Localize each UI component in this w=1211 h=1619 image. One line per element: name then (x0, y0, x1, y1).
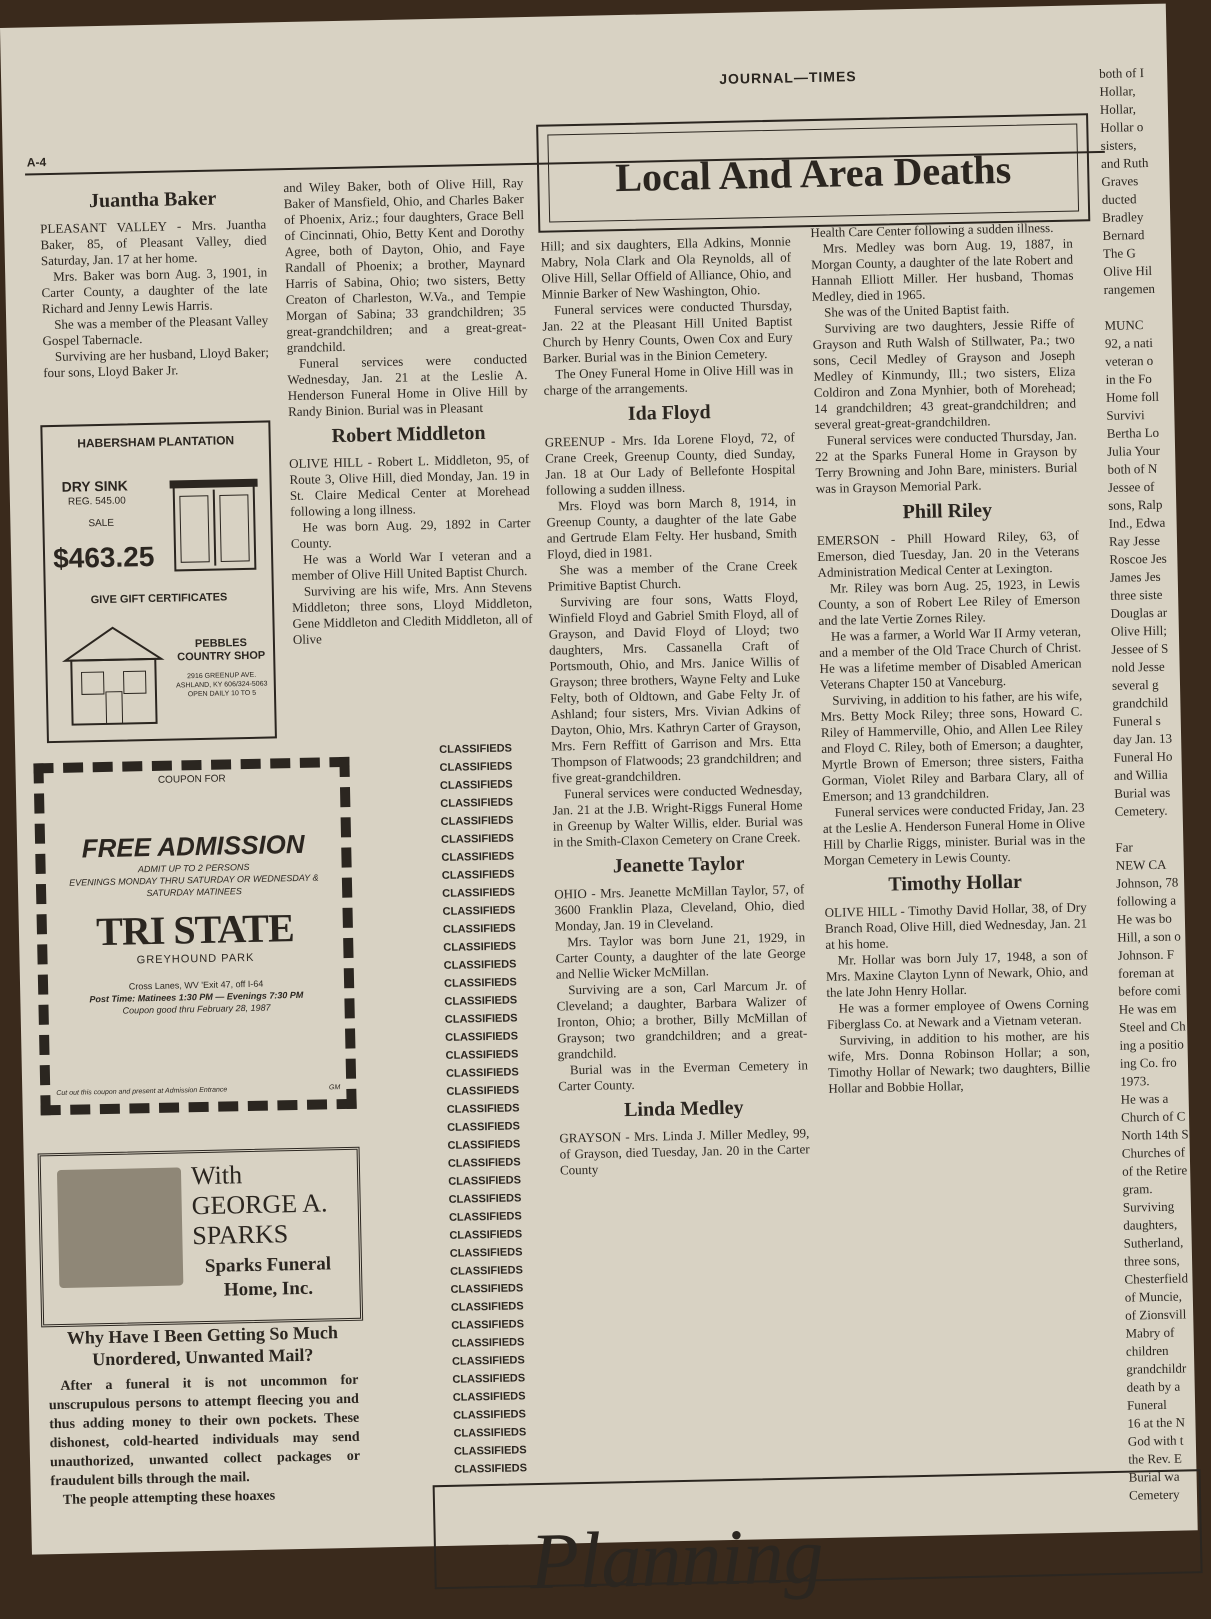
classifieds-label: CLASSIFIEDS (440, 814, 514, 828)
obituary-paragraph: She was a member of the Pleasant Valley Gospel Tabernacle. (42, 312, 269, 349)
cutoff-line: Steel and Ch (1119, 1018, 1186, 1035)
cutoff-line: foreman at (1117, 964, 1175, 981)
obituary-paragraph: Surviving are her husband, Lloyd Baker; four sons, Lloyd Baker Jr. (43, 344, 270, 381)
ad-title: HABERSHAM PLANTATION (77, 433, 235, 451)
planning-ad (433, 1469, 1203, 1607)
classifieds-label: CLASSIFIEDS (447, 1156, 521, 1170)
coupon-mark: GM (328, 1084, 341, 1092)
classifieds-label: CLASSIFIEDS (450, 1282, 524, 1296)
ad-item: DRY SINK (61, 477, 128, 495)
ad-regular-price: REG. 545.00 (67, 495, 126, 508)
ad-sale-price: $463.25 (52, 540, 155, 575)
obituary-paragraph: Surviving are four sons, Watts Floyd, Winfield Floyd and Gabriel Smith Floyd, all of Grayson, and David Floyd of Lloyd; two daughters, Mrs. Cassanella Craft of Portsmouth, Ohio, and Mrs. Janice Willis of Grayson; three brothers, Wayne Felty and Luke Felty, both of Oldtown, and Gabe Felty Jr. of Ashland; four sisters, Mrs. Vivian Adkins of Dayton, Ohio, Mrs. Kathryn Carter of Grayson, Mrs. Fern Reffitt of Garrison and Mrs. Etta Thompson of Flatwoods; 23 grandchildren; and five great-grandchildren. (548, 589, 802, 786)
obituary-column-4 (810, 220, 1090, 1097)
ad-sale-label: SALE (88, 517, 115, 530)
cutoff-line: Julia Your (1106, 442, 1161, 459)
cutoff-line: before comi (1118, 982, 1182, 999)
obituary-paragraph: Mr. Hollar was born July 17, 1948, a son of Mrs. Maxine Clayton Lynn of Newark, Ohio, and the late John Henry Hollar. (825, 947, 1089, 1000)
obituary-paragraph: OLIVE HILL - Timothy David Hollar, 38, of Dry Branch Road, Olive Hill, died Wednesday, Jan. 21 at his home. (824, 899, 1088, 952)
cutoff-line: Funeral s (1112, 712, 1161, 729)
coupon-brand: TRI STATE (95, 905, 295, 955)
classifieds-label: CLASSIFIEDS (453, 1408, 527, 1422)
obituary-column-3 (541, 233, 811, 1178)
obituary-paragraph: He was a farmer, a World War II Army veteran, and a member of the Old Trace Church of Christ. He was a lifetime member of Disabled American Veterans Chapter 150 at Vanceburg. (819, 623, 1082, 692)
obituary-paragraph: GREENUP - Mrs. Ida Lorene Floyd, 72, of Crane Creek, Greenup County, died Sunday, Jan. 18 at Our Lady of Bellefonte Hospital following a sudden illness. (544, 429, 796, 498)
cutoff-line: Ray Jesse (1108, 532, 1161, 549)
cutoff-line: Sutherland, (1123, 1234, 1184, 1251)
masthead: JOURNAL—TIMES (719, 68, 857, 87)
cutoff-line: Hill, a son o (1117, 928, 1181, 945)
cutoff-line: Bradley (1102, 209, 1144, 225)
obituary-paragraph: The Oney Funeral Home in Olive Hill was in charge of the arrangements. (543, 361, 794, 398)
obituary-paragraph: OHIO - Mrs. Jeanette McMillan Taylor, 57, of 3600 Franklin Plaza, Cleveland, Ohio, died Monday, Jan. 19 in Cleveland. (554, 881, 805, 934)
cutoff-line: both of N (1107, 460, 1158, 477)
cutoff-line: and Ruth (1100, 154, 1149, 171)
ad-gift-text: GIVE GIFT CERTIFICATES (90, 591, 228, 607)
cutoff-line: ing Co. fro (1119, 1054, 1177, 1071)
cutoff-line: Bernard (1102, 227, 1145, 243)
cutoff-line: in the Fo (1105, 370, 1152, 387)
cutoff-line: Church of C (1120, 1108, 1186, 1125)
cutoff-line: following a (1116, 892, 1177, 909)
cutoff-line: Ind., Edwa (1108, 514, 1166, 531)
cutoff-line: ducted (1101, 191, 1137, 207)
obituary-heading: Linda Medley (623, 1096, 744, 1122)
classifieds-label: CLASSIFIEDS (443, 958, 517, 972)
obituary-paragraph: Surviving are two daughters, Jessie Riffe of Grayson and Ruth Walsh of Stillwater, Pa.; two sons, Cecil Medley of Grayson and Joseph Medley of Kinmundy, Ill.; two sisters, Eliza Coldiron and Zona Mynhier, both of Morehead; 14 grandchildren; 43 great-grandchildren; and several great-great-grandchildren. (812, 315, 1077, 433)
classifieds-label: CLASSIFIEDS (448, 1210, 522, 1224)
obituary-paragraph: EMERSON - Phill Howard Riley, 63, of Emerson, died Tuesday, Jan. 20 in the Veterans Administration Medical Center at Lexington. (816, 527, 1080, 580)
classifieds-label: CLASSIFIEDS (448, 1192, 522, 1206)
cutoff-line: of the Retire (1122, 1162, 1188, 1179)
cutoff-line: God with t (1127, 1432, 1184, 1449)
coupon-evenings: EVENINGS MONDAY THRU SATURDAY OR WEDNESDAY & SATURDAY MATINEES (69, 872, 319, 899)
obituary-paragraph: Funeral services were conducted Thursday, Jan. 22 at the Sparks Funeral Home in Grayson by Terry Browning and John Bare, ministers. Burial was in Grayson Memorial Park. (814, 427, 1078, 497)
classifieds-strip (439, 739, 534, 1479)
cutoff-line: Hollar, (1099, 83, 1136, 99)
cutoff-line: 16 at the N (1127, 1414, 1186, 1431)
cutoff-line: He was bo (1116, 910, 1172, 927)
cutoff-line: Hollar o (1100, 119, 1144, 135)
cutoff-line: James Jes (1109, 568, 1161, 585)
cutoff-line: and Willia (1113, 766, 1168, 783)
classifieds-label: CLASSIFIEDS (451, 1354, 525, 1368)
classifieds-label: CLASSIFIEDS (439, 760, 513, 774)
classifieds-label: CLASSIFIEDS (440, 796, 514, 810)
obituary-paragraph: He was a former employee of Owens Corning Fiberglass Co. at Newark and a Vietnam veteran. (826, 995, 1089, 1032)
cutoff-line: grandchild (1112, 694, 1169, 711)
classifieds-label: CLASSIFIEDS (454, 1462, 528, 1476)
classifieds-label: CLASSIFIEDS (447, 1138, 521, 1152)
obituary-paragraph: Mrs. Baker was born Aug. 3, 1901, in Carter County, a daughter of the late Richard and Jenny Lewis Harris. (41, 264, 268, 317)
cutoff-line: Olive Hill; (1110, 622, 1167, 639)
obituary-heading: Phill Riley (902, 499, 993, 524)
cutoff-line: of Zionsvill (1125, 1306, 1187, 1323)
classifieds-label: CLASSIFIEDS (444, 1012, 518, 1026)
coupon-location: Cross Lanes, WV 'Exit 47, off I-64 (128, 978, 264, 992)
classifieds-label: CLASSIFIEDS (441, 850, 515, 864)
coupon-headline: FREE ADMISSION (81, 828, 305, 864)
cutoff-line: The G (1102, 245, 1136, 261)
cutoff-line: the Rev. E (1128, 1450, 1183, 1467)
classifieds-label: CLASSIFIEDS (450, 1264, 523, 1278)
shop-building-icon (56, 621, 170, 731)
cutoff-line: NEW CA (1115, 856, 1167, 873)
cutoff-line: Burial was (1114, 784, 1171, 801)
cutoff-line: Home foll (1105, 388, 1160, 405)
obituary-paragraph: She was a member of the Crane Creek Primitive Baptist Church. (547, 557, 798, 594)
obituary-heading: Robert Middleton (331, 421, 486, 448)
cutoff-line: rangemen (1103, 280, 1156, 297)
cutoff-line: Olive Hil (1103, 262, 1153, 279)
planning-text: Planning (529, 1512, 825, 1607)
cutoff-line: Graves (1101, 173, 1139, 189)
cutoff-line: Roscoe Jes (1109, 550, 1167, 567)
coupon-label: COUPON FOR (157, 773, 226, 786)
cutoff-line: Funeral Ho (1113, 748, 1173, 765)
cutoff-line: 1973. (1120, 1073, 1150, 1089)
cutoff-line: MUNC (1104, 317, 1144, 333)
obituary-paragraph: Mrs. Taylor was born June 21, 1929, in Carter County, a daughter of the late George and Nellie Wicker McMillan. (555, 929, 806, 982)
coupon-park: GREYHOUND PARK (136, 951, 255, 967)
cutoff-line: Johnson. F (1117, 946, 1175, 963)
cutoff-line: day Jan. 13 (1112, 730, 1173, 747)
classifieds-label: CLASSIFIEDS (452, 1390, 526, 1404)
obituary-paragraph: Mrs. Medley was born Aug. 19, 1887, in Morgan County, a daughter of the late Robert and Hannah Elliott Miller. Her husband, Thomas Medley, died in 1965. (810, 235, 1074, 305)
cutoff-line: Jessee of (1107, 478, 1155, 495)
obituary-paragraph: Funeral services were conducted Friday, Jan. 23 at the Leslie A. Henderson Funeral Home in Olive Hill by Charlie Riggs, minister. Burial was in the Morgan Cemetery in Lewis County. (822, 799, 1086, 868)
obituary-paragraph: She was of the United Baptist faith. (823, 300, 1010, 320)
cutoff-line: Johnson, 78 (1116, 874, 1179, 891)
cutoff-line: ing a positio (1119, 1036, 1184, 1053)
classifieds-label: CLASSIFIEDS (444, 994, 518, 1008)
cutoff-line: three siste (1109, 586, 1163, 603)
classifieds-label: CLASSIFIEDS (442, 922, 516, 936)
classifieds-label: CLASSIFIEDS (439, 742, 513, 756)
classifieds-label: CLASSIFIEDS (451, 1336, 525, 1350)
classifieds-label: CLASSIFIEDS (441, 868, 515, 882)
classifieds-label: CLASSIFIEDS (443, 976, 517, 990)
sparks-ad (38, 1147, 364, 1328)
cutoff-line: Churches of (1121, 1144, 1186, 1161)
cutoff-line: Far (1115, 839, 1133, 855)
obituary-paragraph: Funeral services were conducted Wednesday, Jan. 21 at the Leslie A. Henderson Funeral Home in Olive Hill by Randy Binion. Burial was in Pleasant (287, 351, 528, 420)
classifieds-label: CLASSIFIEDS (439, 778, 513, 792)
cutoff-line: He was a (1120, 1090, 1169, 1107)
obituary-paragraph: Health Care Center following a sudden illness. (810, 219, 1054, 241)
cutoff-line: Chesterfield (1124, 1270, 1189, 1287)
ad-firm: Sparks Funeral Home, Inc. (204, 1253, 332, 1301)
obituary-heading: Jeanette Taylor (612, 852, 745, 878)
classifieds-label: CLASSIFIEDS (445, 1048, 519, 1062)
obituary-paragraph: Surviving, in addition to his father, are his wife, Mrs. Betty Mock Riley; three sons, Howard C. Riley of Hammerville, Ohio, and Allen Lee Riley and Floyd C. Riley, both of Emerson; a daughter, Myrtle Brown of Emerson; three sisters, Faitha Gorman, Violet Riley and Barbara Clary, all of Emerson; and 13 grandchildren. (820, 687, 1085, 804)
article-paragraph: After a funeral it is not uncommon for unscrupulous persons to attempt fleecing you and thus adding money to their own pockets. These dishonest, cold-hearted individuals may send unauthorized, unwanted collect packages or fraudulent bills through the mail. (48, 1372, 361, 1490)
dry-sink-icon (167, 465, 261, 577)
cutoff-line: sons, Ralp (1108, 496, 1163, 513)
classifieds-label: CLASSIFIEDS (453, 1444, 527, 1458)
classifieds-label: CLASSIFIEDS (448, 1174, 522, 1188)
cutoff-line: sisters, (1100, 137, 1137, 153)
obituary-paragraph: Surviving, in addition to his mother, are his wife, Mrs. Donna Robinson Hollar; a son, Timothy Hollar of Newark; two daughters, Billie Hollar and Bobbie Hollar, (827, 1027, 1091, 1096)
ad-with: With (190, 1160, 243, 1191)
coupon-valid: Coupon good thru February 28, 1987 (122, 1002, 271, 1016)
article-paragraph: The people attempting these hoaxes (62, 1488, 276, 1509)
classifieds-label: CLASSIFIEDS (453, 1426, 527, 1440)
cutoff-line: veteran o (1105, 352, 1154, 369)
obituary-column-2 (283, 175, 533, 648)
obituary-paragraph: Surviving are his wife, Mrs. Ann Stevens Middleton; three sons, Lloyd Middleton, Gene Middleton and Cledith Middleton, all of Olive (292, 578, 533, 647)
obituary-paragraph: OLIVE HILL - Robert L. Middleton, 95, of Route 3, Olive Hill, died Monday, Jan. 19 in St. Claire Medical Center at Morehead following a long illness. (289, 451, 530, 520)
cutoff-line: both of I (1099, 65, 1145, 81)
cutoff-line: three sons, (1123, 1252, 1180, 1269)
cutoff-line: Surviving (1122, 1198, 1175, 1215)
obituary-paragraph: Burial was in the Everman Cemetery in Carter County. (558, 1057, 809, 1094)
classifieds-label: CLASSIFIEDS (451, 1318, 525, 1332)
section-banner (536, 113, 1090, 233)
cutoff-line: He was em (1118, 1000, 1177, 1017)
shop-address: 2916 GREENUP AVE. ASHLAND, KY 606/324-5063 OPEN DAILY 10 TO 5 (176, 671, 268, 699)
coupon-sub: ADMIT UP TO 2 PERSONS (137, 861, 250, 875)
classifieds-label: CLASSIFIEDS (440, 832, 514, 846)
cutoff-line: nold Jesse (1111, 658, 1165, 675)
cutoff-line: Mabry of (1125, 1324, 1175, 1341)
obituary-paragraph: Mr. Riley was born Aug. 25, 1923, in Lewis County, a son of Robert Lee Riley of Emerson and the late Vertie Zornes Riley. (818, 575, 1081, 628)
cutoff-line: children (1125, 1342, 1169, 1359)
obituary-heading: Timothy Hollar (888, 870, 1023, 896)
classifieds-label: CLASSIFIEDS (443, 940, 517, 954)
cutoff-line: gram. (1122, 1181, 1153, 1197)
obituary-paragraph: and Wiley Baker, both of Olive Hill, Ray Baker of Mansfield, Ohio, and Charles Baker of Phoenix, Ariz.; four daughters, Grace Bell of Cincinnati, Ohio, Betty Kent and Dorothy Agree, both of Dayton, Ohio, and Faye Randall of Phoenix; a brother, Maynard Harris of Sabina, Ohio; two sisters, Betty Creaton of Charleston, W.Va., and Tempie Morgan of Sabina; 33 grandchildren; 35 great-grandchildren; and a great-great-grandchild. (283, 175, 527, 356)
cutoff-line (1115, 819, 1195, 839)
obituary-paragraph: PLEASANT VALLEY - Mrs. Juantha Baker, 85, of Pleasant Valley, died Saturday, Jan. 17 at her home. (40, 216, 267, 269)
shop-name: PEBBLES COUNTRY SHOP (177, 636, 266, 664)
cutoff-line: of Muncie, (1124, 1288, 1183, 1305)
cutoff-line: Funeral (1126, 1396, 1167, 1413)
article-heading: Why Have I Been Getting So Much Unordered, Unwanted Mail? (66, 1322, 339, 1370)
obituary-paragraph: GRAYSON - Mrs. Linda J. Miller Medley, 99, of Grayson, died Tuesday, Jan. 20 in the Carter County (559, 1125, 810, 1178)
classifieds-label: CLASSIFIEDS (445, 1066, 519, 1080)
obituary-paragraph: He was born Aug. 29, 1892 in Carter County. (290, 515, 531, 552)
coupon-cut-note: Cut out this coupon and present at Admission Entrance (56, 1086, 228, 1098)
coupon-post-time: Post Time: Matinees 1:30 PM — Evenings 7:30 PM (89, 989, 304, 1005)
classifieds-label: CLASSIFIEDS (449, 1228, 523, 1242)
cutoff-line: Burial wa (1128, 1468, 1180, 1485)
ad-person-name: GEORGE A. SPARKS (191, 1188, 328, 1251)
portrait-photo (57, 1167, 183, 1288)
obituary-paragraph: Funeral services were conducted Wednesday, Jan. 21 at the J.B. Wright-Riggs Funeral Home in Greenup by Walter Willis, elder. Burial was in the Smith-Claxon Cemetery on Crane Creek. (552, 781, 803, 850)
obituary-heading: Ida Floyd (627, 401, 711, 425)
classifieds-label: CLASSIFIEDS (452, 1372, 526, 1386)
classifieds-label: CLASSIFIEDS (445, 1030, 519, 1044)
classifieds-label: CLASSIFIEDS (447, 1120, 520, 1134)
cutoff-column (1099, 63, 1210, 1564)
classifieds-label: CLASSIFIEDS (446, 1084, 520, 1098)
newspaper-page (0, 4, 1198, 1607)
obituary-paragraph: Funeral services were conducted Thursday, Jan. 22 at the Pleasant Hill United Baptist Church by Henry Counts, Owen Cox and Eury Barker. Burial was in the Binion Cemetery. (542, 297, 793, 366)
classifieds-label: CLASSIFIEDS (449, 1246, 523, 1260)
cutoff-line: daughters, (1123, 1216, 1178, 1233)
cutoff-line: Jessee of S (1111, 640, 1169, 657)
classifieds-label: CLASSIFIEDS (442, 904, 516, 918)
section-title: Local And Area Deaths (547, 123, 1079, 222)
obituary-paragraph: He was a World War I veteran and a member of Olive Hill United Baptist Church. (291, 546, 532, 584)
cutoff-line (1104, 297, 1184, 317)
cutoff-line: Douglas ar (1110, 604, 1168, 621)
cutoff-line: Cemetery (1128, 1486, 1180, 1503)
cutoff-line: grandchildr (1126, 1360, 1187, 1377)
classifieds-label: CLASSIFIEDS (442, 886, 516, 900)
obituary-heading: Juantha Baker (88, 187, 217, 213)
obituary-paragraph: Mrs. Floyd was born March 8, 1914, in Greenup County, a daughter of the late Gabe and Gertrude Elam Felty. Her husband, Smith Floyd, died in 1981. (546, 493, 797, 562)
greyhound-coupon (33, 757, 356, 1116)
page-number: A-4 (26, 155, 47, 170)
cutoff-line: death by a (1126, 1378, 1181, 1395)
classifieds-label: CLASSIFIEDS (450, 1300, 524, 1314)
cutoff-line: Hollar, (1099, 101, 1137, 117)
cutoff-line: Bertha Lo (1106, 424, 1160, 441)
cutoff-line: 92, a nati (1104, 334, 1154, 351)
obituary-paragraph: Hill; and six daughters, Ella Adkins, Monnie Mabry, Nola Clark and Ola Reynolds, all of Olive Hill, Sellar Offield of Alliance, Ohio, and Minnie Barker of New Washington, Ohio. (540, 233, 792, 302)
obituary-column-1 (39, 180, 269, 381)
unwanted-mail-article (47, 1321, 361, 1510)
cutoff-line: Survivi (1106, 407, 1145, 423)
cutoff-line: several g (1111, 676, 1159, 693)
habersham-ad (40, 420, 277, 743)
obituary-paragraph: Surviving are a son, Carl Marcum Jr. of Cleveland; a daughter, Barbara Walizer of Ironton, Ohio; a brother, Billy McMillan of Grayson; two grandchildren; and a great-grandchild. (556, 977, 808, 1062)
cutoff-line: North 14th S (1121, 1126, 1189, 1143)
cutoff-line: Cemetery. (1114, 802, 1168, 819)
classifieds-label: CLASSIFIEDS (446, 1102, 520, 1116)
